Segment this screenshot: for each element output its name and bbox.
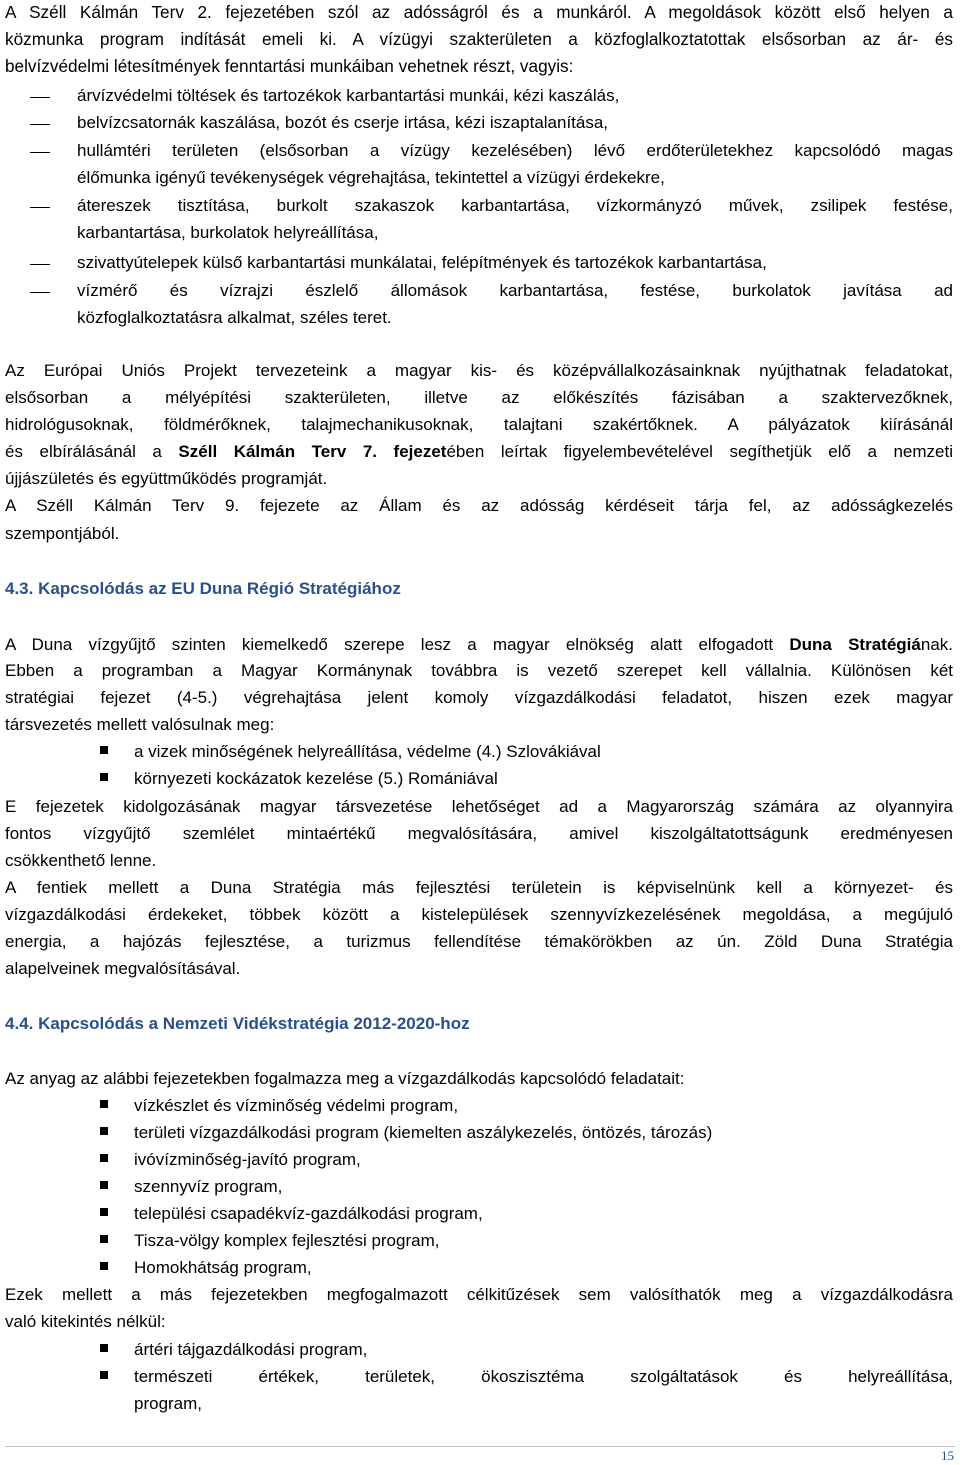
dash-bullet <box>30 292 50 293</box>
list-item: természeti értékek, területek, ökoszisztéma szolgáltatások és helyreállítása, <box>134 1367 953 1386</box>
eu-paragraph-line: elsősorban a mélyépítési szakterületen, illetve az előkészítés fázisában a szaktervezőknek, <box>5 388 953 407</box>
eu-paragraph-line: és elbírálásánál a Széll Kálmán Terv 7. fejezetében leírtak figyelembevételével segíthetjük elő a nemzeti <box>5 442 953 461</box>
square-bullet <box>100 1181 108 1189</box>
dash-item-text: szivattyútelepek külső karbantartási munkálatai, felépítmények és tartozékok karbantartása, <box>77 253 767 272</box>
section-4-3-line: Ebben a programban a Magyar Kormánynak továbbra is vezető szerepet kell vállalnia. Különösen két <box>5 661 953 680</box>
square-bullet <box>100 1262 108 1270</box>
section-4-3-line: stratégiai fejezet (4-5.) végrehajtása jelent komoly vízgazdálkodási feladatot, hiszen ezek magyar <box>5 688 953 707</box>
dash-item-text: átereszek tisztítása, burkolt szakaszok karbantartása, vízkormányzó művek, zsilipek festése, <box>77 196 953 215</box>
section-4-3-line: energia, a hajózás fejlesztése, a turizmus fellendítése témakörökben az ún. Zöld Duna Stratégia <box>5 932 953 951</box>
intro-line-2: közmunka program indítását emeli ki. A vízügyi szakterületen a közfoglalkoztatottak elsősorban az ár- és <box>5 29 953 49</box>
section-number: 4.3. <box>5 579 34 598</box>
dash-bullet <box>30 124 50 125</box>
section-heading-4-3 <box>5 575 401 602</box>
section-4-3-line: társvezetés mellett valósulnak meg: <box>5 715 275 734</box>
bold-reference: Széll Kálmán Terv 7. <box>178 442 377 461</box>
dash-item-text: közfoglalkoztatásra alkalmat, széles teret. <box>77 308 392 327</box>
list-item: Homokhátság program, <box>134 1258 312 1277</box>
square-bullet <box>100 1371 108 1379</box>
list-item: szennyvíz program, <box>134 1177 283 1196</box>
dash-bullet <box>30 97 50 98</box>
section-4-3-line: E fejezetek kidolgozásának magyar társvezetése lehetőséget ad a Magyarország számára az olyannyira <box>5 797 953 816</box>
section-4-4-line: Ezek mellett a más fejezetekben megfogalmazott célkitűzések sem valósíthatók meg a vízgazdálkodásra <box>5 1285 953 1304</box>
eu-paragraph-line: hidrológusoknak, földmérőknek, talajmechanikusoknak, talajtani szakértőknek. A pályázatok kiírásánál <box>5 415 953 434</box>
section-4-3-line: csökkenthető lenne. <box>5 851 157 870</box>
dash-item-text: karbantartása, burkolatok helyreállítása, <box>77 223 379 242</box>
eu-paragraph-line: A Széll Kálmán Terv 9. fejezete az Állam és az adósság kérdéseit tárja fel, az adósságkezelés <box>5 496 953 515</box>
list-item: területi vízgazdálkodási program (kiemelten aszálykezelés, öntözés, tározás) <box>134 1123 713 1142</box>
square-bullet <box>100 1344 108 1352</box>
section-4-3-line: alapelveinek megvalósításával. <box>5 959 241 978</box>
section-number: 4.4. <box>5 1014 34 1033</box>
section-heading-4-4 <box>5 1010 470 1037</box>
section-4-3-line: fontos vízgyűjtő szemlélet mintaértékű megvalósítására, amivel kiszolgáltatottságunk eredményesen <box>5 824 953 843</box>
section-title: Kapcsolódás a Nemzeti Vidékstratégia 2012-2020-hoz <box>38 1014 470 1033</box>
square-bullet <box>100 1127 108 1135</box>
list-item: környezeti kockázatok kezelése (5.) Romániával <box>134 769 498 788</box>
list-item: vízkészlet és vízminőség védelmi program, <box>134 1096 459 1115</box>
dash-bullet <box>30 152 50 153</box>
dash-item-text: hullámtéri területen (elsősorban a vízügy kezelésében) lévő erdőterületekhez kapcsolódó magas <box>77 141 953 160</box>
section-4-3-line: vízgazdálkodási érdekeket, többek között a kistelepülések szennyvízkezelésének megoldása, a megújuló <box>5 905 953 924</box>
square-bullet <box>100 746 108 754</box>
list-item-continuation: program, <box>134 1394 203 1413</box>
list-item: települési csapadékvíz-gazdálkodási program, <box>134 1204 483 1223</box>
section-4-3-line: A fentiek mellett a Duna Stratégia más fejlesztési területein is képviselnünk kell a környezet- és <box>5 878 953 897</box>
list-item: Tisza-völgy komplex fejlesztési program, <box>134 1231 440 1250</box>
eu-paragraph-line: szempontjából. <box>5 524 120 543</box>
dash-bullet <box>30 264 50 265</box>
dash-item-text: vízmérő és vízrajzi észlelő állomások karbantartása, festése, burkolatok javítása ad <box>77 281 953 300</box>
list-item: ivóvízminőség-javító program, <box>134 1150 361 1169</box>
bold-reference: fejezet <box>393 442 447 461</box>
footer-divider <box>5 1446 955 1447</box>
intro-line-3: belvízvédelmi létesítmények fenntartási munkáiban vehetnek részt, vagyis: <box>5 56 574 76</box>
intro-line-1: A Széll Kálmán Terv 2. fejezetében szól az adósságról és a munkáról. A megoldások között első helyen a <box>5 2 953 22</box>
square-bullet <box>100 1208 108 1216</box>
dash-bullet <box>30 207 50 208</box>
square-bullet <box>100 1235 108 1243</box>
dash-item-text: belvízcsatornák kaszálása, bozót és cserje irtása, kézi iszaptalanítása, <box>77 113 609 132</box>
page-number: 15 <box>941 1448 954 1463</box>
section-4-4-line: Az anyag az alábbi fejezetekben fogalmazza meg a vízgazdálkodás kapcsolódó feladatait: <box>5 1069 685 1088</box>
list-item: ártéri tájgazdálkodási program, <box>134 1340 368 1359</box>
square-bullet <box>100 1100 108 1108</box>
section-4-3-line: A Duna vízgyűjtő szinten kiemelkedő szerepe lesz a magyar elnökség alatt elfogadott Duna Stratégiának. <box>5 635 953 654</box>
bold-reference: Duna Stratégiá <box>789 635 921 654</box>
dash-item-text: árvízvédelmi töltések és tartozékok karbantartási munkái, kézi kaszálás, <box>77 86 620 105</box>
dash-item-text: élőmunka igényű tevékenységek végrehajtása, tekintettel a vízügyi érdekekre, <box>77 168 665 187</box>
section-4-4-line: való kitekintés nélkül: <box>5 1312 166 1331</box>
list-item: a vizek minőségének helyreállítása, védelme (4.) Szlovákiával <box>134 742 601 761</box>
section-title: Kapcsolódás az EU Duna Régió Stratégiához <box>38 579 401 598</box>
square-bullet <box>100 1154 108 1162</box>
square-bullet <box>100 773 108 781</box>
eu-paragraph-line: újjászületés és együttműködés programját. <box>5 469 328 488</box>
eu-paragraph-line: Az Európai Uniós Projekt tervezeteink a magyar kis- és középvállalkozásainknak nyújthatnak feladatokat, <box>5 361 953 380</box>
